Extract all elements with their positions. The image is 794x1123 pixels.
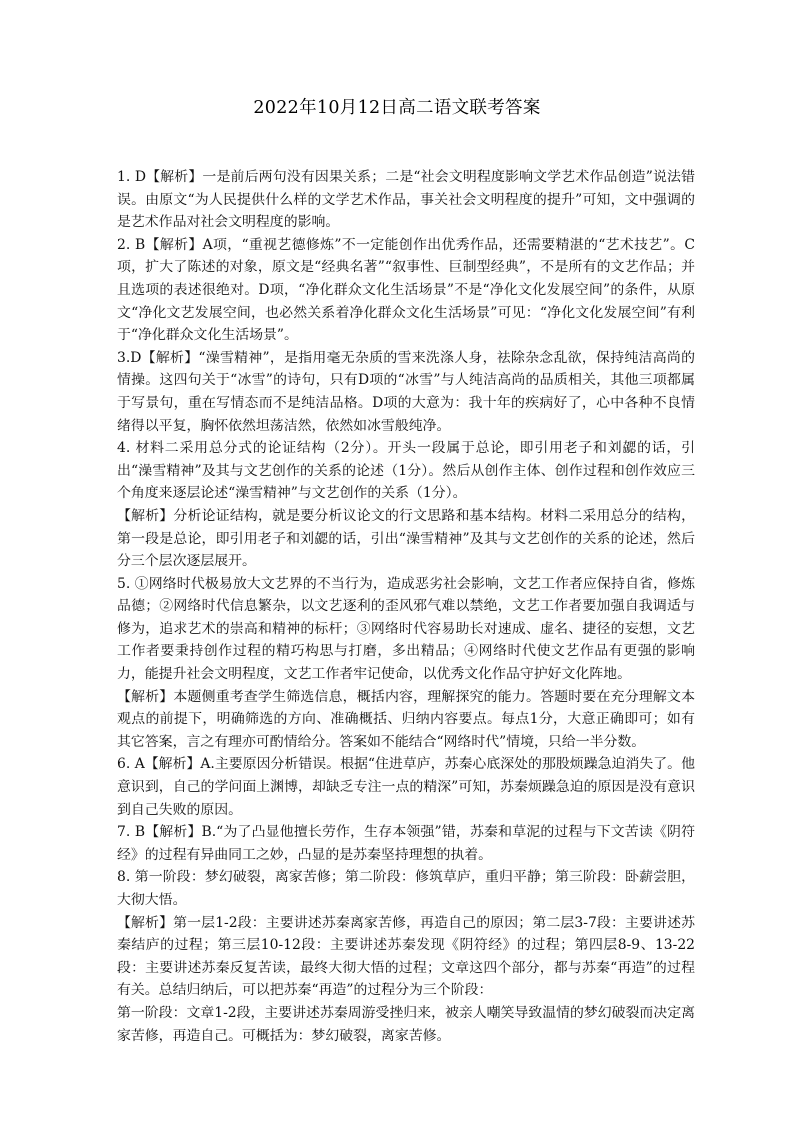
answer-1: 1. D【解析】一是前后两句没有因果关系；二是“社会文明程度影响文学艺术作品创造”说法错误。由原文“为人民提供什么样的文学艺术作品，事关社会文明程度的提升”可知，文中强调的是艺术作品对社会文明程度的影响。 [117,169,695,231]
document-title: 2022年10月12日高二语文联考答案 [253,98,541,118]
answer-8-stage-one: 第一阶段：文章1-2段，主要讲述苏秦周游受挫归来，被亲人嘲笑导致温情的梦幻破裂而决定离家苦修，再造自己。可概括为：梦幻破裂，离家苦修。 [117,1004,695,1044]
answer-2: 2. B【解析】A项，“重视艺德修炼”不一定能创作出优秀作品，还需要精湛的“艺术技艺”。C项，扩大了陈述的对象，原文是“经典名著”“叙事性、巨制型经典”，不是所有的文艺作品；并且选项的表述很绝对。D项，“净化群众文化生活场景”不是“净化文化发展空间”的条件，从原文“净化文艺发展空间，也必然关系着净化群众文化生活场景”可见：“净化文化发展空间”有利于“净化群众文化生活场景”。 [117,236,695,344]
answer-3: 3.D【解析】“澡雪精神”，是指用毫无杂质的雪来洗涤人身，祛除杂念乱欲，保持纯洁高尚的情操。这四句关于“冰雪”的诗句，只有D项的“冰雪”与人纯洁高尚的品质相关，其他三项都属于写景句，重在写情态而不是纯洁品格。D项的大意为：我十年的疾病好了，心中各种不良情绪得以平复，胸怀依然坦荡洁然，依然如冰雪般纯净。 [117,349,695,434]
answer-7: 7. B【解析】B.“为了凸显他擅长劳作，生存本领强”错，苏秦和草泥的过程与下文苦读《阴符经》的过程有异曲同工之妙，凸显的是苏秦坚持理想的执着。 [117,824,695,863]
answer-8: 8. 第一阶段：梦幻破裂，离家苦修；第二阶段：修筑草庐，重归平静；第三阶段：卧薪尝胆，大彻大悟。 [117,869,695,908]
document-body [117,166,695,1047]
answer-5-analysis: 【解析】本题侧重考查学生筛选信息，概括内容，理解探究的能力。答题时要在充分理解文本观点的前提下，明确筛选的方向、准确概括、归纳内容要点。每点1分，大意正确即可；如有其它答案，言之有理亦可酌情给分。答案如不能结合“网络时代”情境，只给一半分数。 [117,688,695,750]
answer-8-analysis: 【解析】第一层1-2段：主要讲述苏秦离家苦修，再造自己的原因；第二层3-7段：主要讲述苏秦结庐的过程；第三层10-12段：主要讲述苏秦发现《阴符经》的过程；第四层8-9、13-22段：主要讲述苏秦反复苦读，最终大彻大悟的过程；文章这四个部分，都与苏秦“再造”的过程有关。总结归纳后，可以把苏秦“再造”的过程分为三个阶段： [117,914,695,999]
answer-4: 4. 材料二采用总分式的论证结构（2分）。开头一段属于总论，即引用老子和刘勰的话，引出“澡雪精神”及其与文艺创作的关系的论述（1分）。然后从创作主体、创作过程和创作效应三个角度来逐层论述“澡雪精神”与文艺创作的关系（1分）。 [117,440,695,502]
answer-6: 6. A【解析】A.主要原因分析错误。根据“住进草庐，苏秦心底深处的那股烦躁急迫消失了。他意识到，自己的学问面上渊博，却缺乏专注一点的精深”可知，苏秦烦躁急迫的原因是没有意识到自己失败的原因。 [117,756,695,818]
answer-5: 5. ①网络时代极易放大文艺界的不当行为，造成恶劣社会影响，文艺工作者应保持自省，修炼品德；②网络时代信息繁杂，以文艺逐利的歪风邪气难以禁绝，文艺工作者要加强自我调适与修为，追求艺术的崇高和精神的标杆；③网络时代容易助长对速成、虚名、捷径的妄想，文艺工作者要秉持创作过程的精巧构思与打磨，多出精品；④网络时代使文艺作品有更强的影响力，能提升社会文明程度，文艺工作者牢记使命，以优秀文化作品守护好文化阵地。 [117,575,695,683]
answer-4-analysis: 【解析】分析论证结构，就是要分析议论文的行文思路和基本结构。材料二采用总分的结构，第一段是总论，即引用老子和刘勰的话，引出“澡雪精神”及其与文艺创作的关系的论述，然后分三个层次逐层展开。 [117,507,695,570]
